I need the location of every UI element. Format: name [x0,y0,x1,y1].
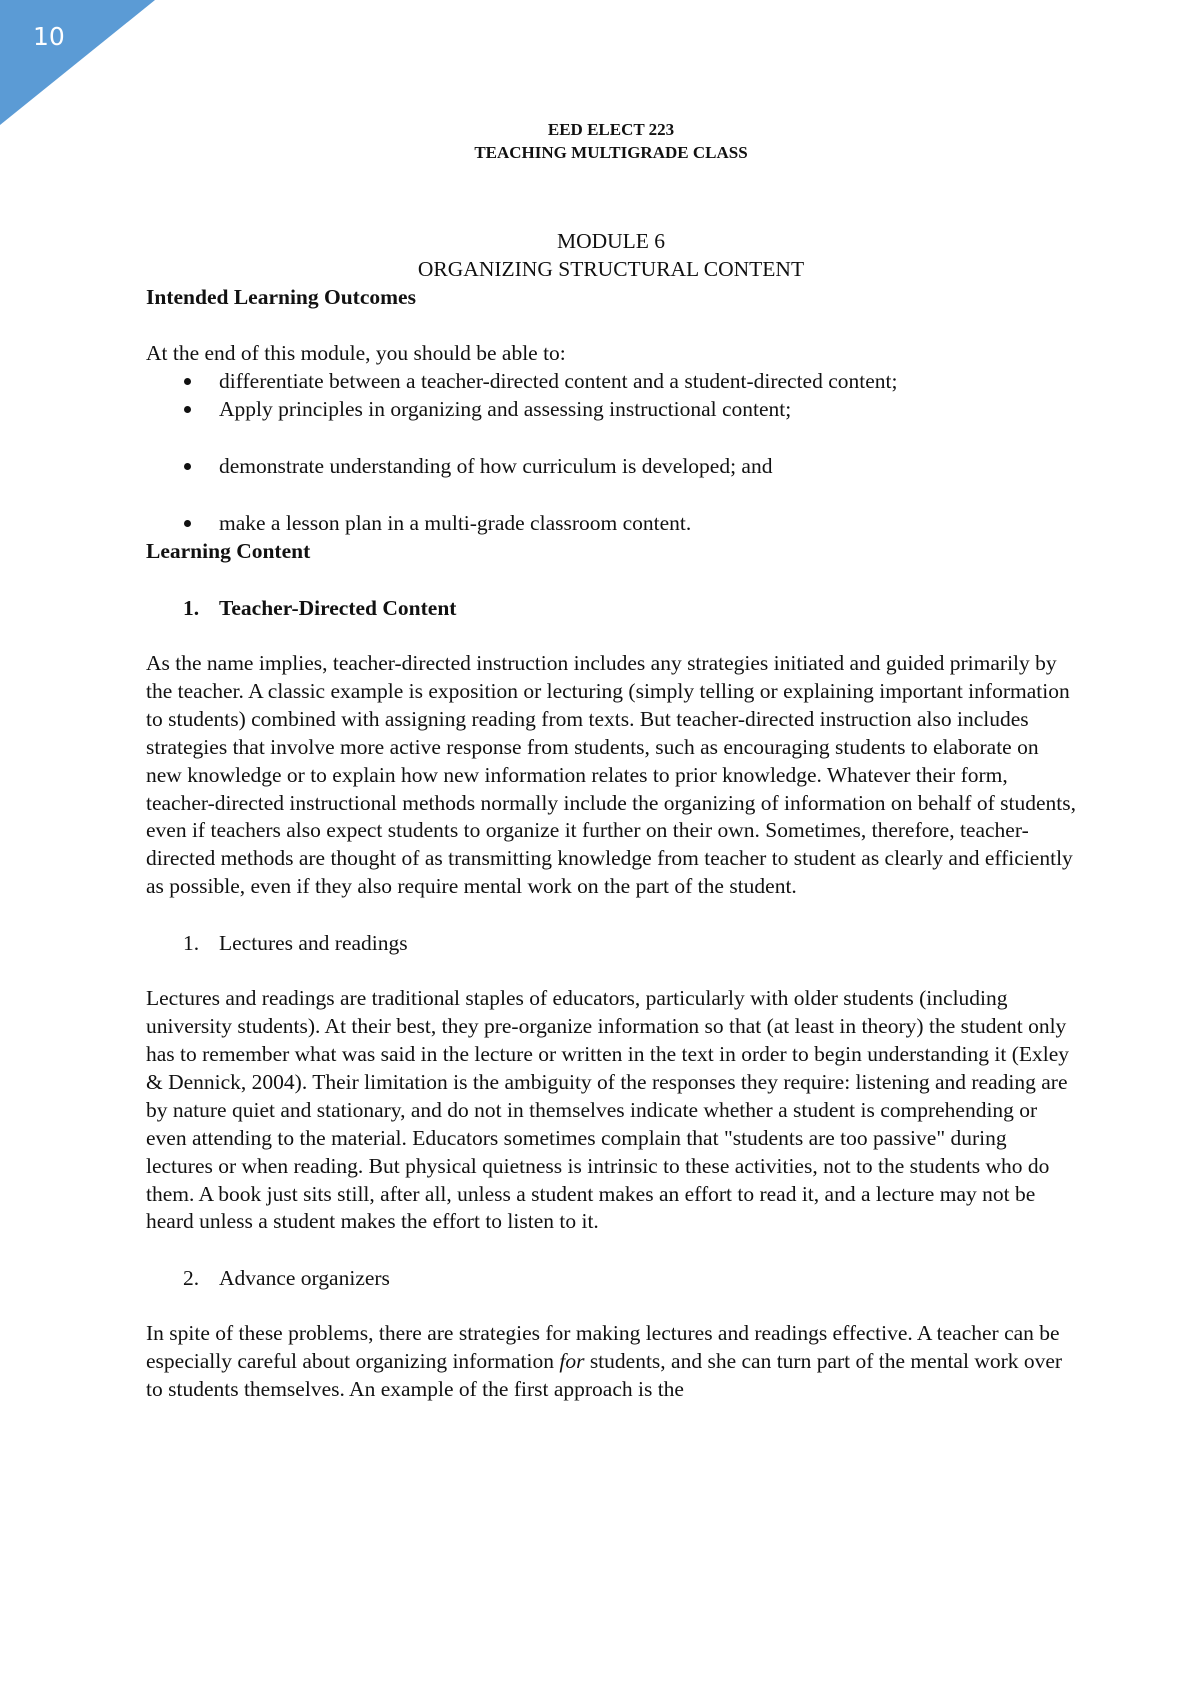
course-title: TEACHING MULTIGRADE CLASS [474,143,748,162]
subsection-number: 1. [183,931,200,956]
paragraph-teacher-directed: As the name implies, teacher-directed instruction includes any strategies initiated and guided primarily by the teacher. A classic example is exposition or lecturing (simply telling or explaining important information to students) combined with assigning reading from texts. But teacher-directed instruction also includes strategies that involve more active response from students, such as encouraging students to elaborate on new knowledge or to explain how new information relates to prior knowledge. Whatever their form, teacher-directed instructional methods normally include the organizing of information on behalf of students, even if teachers also expect students to organize it further on their own. Sometimes, therefore, teacher-directed methods are thought of as transmitting knowledge from teacher to student as clearly and efficiently as possible, even if they also require mental work on the part of the student. [146,651,1076,899]
learning-content-heading: Learning Content [146,539,311,563]
emphasis-text: for [559,1349,585,1374]
module-title: ORGANIZING STRUCTURAL CONTENT [417,257,805,281]
subsection-lectures [146,929,1076,957]
subsection-title: Lectures and readings [219,931,408,956]
outcomes-heading: Intended Learning Outcomes [146,285,416,309]
paragraph-lectures: Lectures and readings are traditional staples of educators, particularly with older students (including university students). At their best, they pre-organize information so that (at least in theory) the student only has to remember what was said in the lecture or written in the text in order to begin understanding it (Exley & Dennick, 2004). Their limitation is the ambiguity of the responses they require: listening and reading are by nature quiet and stationary, and do not in themselves indicate whether a student is comprehending or even attending to the material. Educators sometimes complain that "students are too passive" during lectures or when reading. But physical quietness is intrinsic to these activities, not to the students who do them. A book just sits still, after all, unless a student makes an effort to read it, and a lecture may not be heard unless a student makes the effort to listen to it. [146,986,1070,1234]
document-body [146,118,1076,1404]
bullet-icon [184,520,191,527]
list-item [146,452,1076,480]
subsection-title: Advance organizers [219,1266,390,1291]
list-item [146,509,1076,537]
list-item [146,395,1076,423]
outcomes-list [146,367,1076,537]
module-number: MODULE 6 [556,229,666,253]
page-number: 10 [33,22,65,51]
outcome-text: Apply principles in organizing and assessing instructional content; [219,397,792,421]
subsection-advance-organizers [146,1264,1076,1292]
course-code: EED ELECT 223 [547,120,675,139]
bullet-icon [184,378,191,385]
section-number: 1. [183,596,200,620]
bullet-icon [184,463,191,470]
outcome-text: demonstrate understanding of how curriculum is developed; and [219,454,773,478]
paragraph-text: students, and she can turn part of the mental work over to students themselves. An example of the first approach is the [146,1349,1063,1402]
paragraph-text: In spite of these problems, there are strategies for making lectures and readings effective. A teacher can be especially careful about organizing information [146,1321,1060,1374]
paragraph-advance-organizers [146,1320,1076,1404]
section-heading-teacher-directed [146,594,1076,622]
module-header [146,227,1076,283]
bullet-icon [184,406,191,413]
list-item [146,367,1076,395]
outcome-text: make a lesson plan in a multi-grade classroom content. [219,511,692,535]
subsection-number: 2. [183,1266,200,1291]
page-corner-tab [0,0,155,125]
outcome-text: differentiate between a teacher-directed content and a student-directed content; [219,369,898,393]
outcomes-intro: At the end of this module, you should be able to: [146,341,566,365]
section-title: Teacher-Directed Content [219,596,457,620]
